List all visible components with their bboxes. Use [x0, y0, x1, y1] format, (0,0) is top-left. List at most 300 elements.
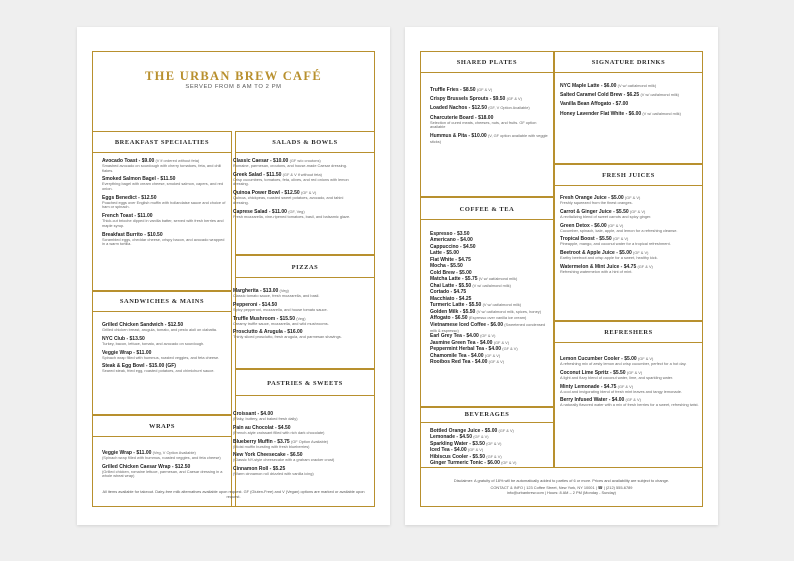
- item-name: Salted Caramel Cold Brew: [560, 92, 623, 99]
- item-note: (V w/ oat/almond milk): [478, 276, 518, 282]
- item-separator: -: [449, 289, 454, 296]
- divider: [420, 72, 554, 73]
- shared-title: SHARED PLATES: [456, 59, 518, 66]
- breakfast-title: BREAKFAST SPECIALTIES: [114, 139, 210, 146]
- item-note: (GF & V): [488, 359, 505, 365]
- item-price: $5.75: [465, 276, 478, 283]
- menu-item: [430, 302, 550, 308]
- item-note: (GF & V): [473, 434, 489, 440]
- menu-item: [430, 441, 550, 447]
- item-separator: -: [454, 295, 459, 302]
- menu-item: [430, 276, 550, 282]
- item-price: $15.00 (GF): [148, 363, 176, 370]
- menu-item: [430, 289, 550, 295]
- item-price: $8.50: [463, 87, 476, 93]
- item-name: Coconut Lime Spritz: [560, 369, 609, 376]
- menu-item: [102, 322, 226, 333]
- menu-page-1: [77, 27, 390, 525]
- item-price: $4.00: [460, 237, 473, 244]
- item-price: $16.00: [287, 329, 303, 336]
- item-separator: -: [622, 92, 627, 99]
- item-description: (Classic NY-style cheesecake with a graham cracker crust): [233, 457, 335, 463]
- menu-item: [430, 333, 550, 339]
- item-name: Lemon Cucumber Cooler: [560, 356, 620, 362]
- menu-item: [560, 195, 700, 206]
- refreshers-title: REFRESHERS: [604, 329, 653, 336]
- item-note: (GF & V): [480, 333, 496, 339]
- item-name: French Toast: [102, 213, 134, 220]
- page1-footer: All items available for takeout. Dairy-free milk alternatives available upon request. GF (Gluten-Free) and V (Vegan) options are marked or available upon request.: [102, 489, 365, 499]
- item-price: $6.00: [490, 321, 504, 328]
- item-separator: -: [599, 83, 604, 89]
- item-description: Scrambled eggs, cheddar cheese, crispy bacon, and avocado wrapped in a warm tortilla.: [102, 236, 225, 247]
- item-separator: -: [275, 315, 280, 322]
- menu-item: [102, 336, 226, 347]
- signature-title: SIGNATURE DRINKS: [591, 59, 666, 66]
- item-separator: -: [614, 250, 620, 257]
- menu-item: [560, 223, 700, 234]
- divider: [235, 152, 375, 153]
- item-price: $4.00: [454, 447, 467, 454]
- item-description: Classic tomato sauce, fresh mozzarella, and basil.: [233, 293, 320, 299]
- item-name: Berry Infused Water: [560, 397, 608, 404]
- item-price: $5.50: [458, 282, 472, 289]
- menu-item: [233, 439, 357, 450]
- item-price: $4.75: [623, 263, 637, 270]
- item-price: $5.50: [468, 302, 482, 309]
- item-price: $6.00: [628, 110, 642, 117]
- item-note: (GF & V): [624, 195, 641, 200]
- item-price: $7.00: [615, 101, 629, 108]
- item-separator: -: [486, 321, 491, 328]
- item-separator: -: [484, 346, 489, 353]
- item-note: (GF w/o croutons): [289, 158, 321, 163]
- menu-item: [430, 315, 550, 321]
- menu-page-2: [405, 27, 718, 525]
- menu-item: [430, 270, 550, 276]
- item-separator: -: [455, 434, 460, 441]
- salads-title: SALADS & BOWLS: [272, 139, 338, 146]
- menu-item: [430, 115, 550, 130]
- item-separator: -: [268, 158, 274, 164]
- item-description: Poached eggs over English muffin with hollandaise sauce and choice of ham or spinach.: [102, 199, 226, 210]
- menu-item: [430, 340, 550, 346]
- item-name: Vanilla Bean Affogato: [560, 101, 612, 108]
- menu-item: [102, 464, 226, 479]
- item-note: (GF & V): [493, 339, 510, 345]
- menu-item: [430, 434, 550, 440]
- item-description: Crisp cucumbers, tomatoes, feta, olives, and red onions with lemon dressing.: [233, 176, 349, 187]
- item-separator: -: [467, 105, 472, 112]
- item-note: (Veg): [279, 288, 289, 293]
- item-description: Romaine, parmesan, croutons, and house-made Caesar dressing.: [233, 163, 347, 169]
- item-note: (GF, Veg): [288, 208, 305, 214]
- item-price: $12.50: [167, 322, 184, 328]
- item-name: Chai Latte: [430, 282, 455, 289]
- item-name: Matcha Latte: [430, 276, 461, 283]
- pizzas-title: PIZZAS: [291, 264, 319, 271]
- menu-item: [560, 384, 700, 395]
- menu-item: [560, 397, 700, 408]
- item-price: $5.50: [599, 236, 612, 243]
- item-name: Veggie Wrap: [102, 349, 132, 356]
- item-separator: -: [272, 438, 278, 445]
- item-separator: -: [608, 369, 614, 376]
- item-description: Quinoa, chickpeas, roasted sweet potatoes, avocado, and tahini dressing.: [233, 195, 344, 205]
- menu-item: [560, 92, 700, 98]
- item-description: Seared steak, fried egg, roasted potatoes, and chimichurri sauce.: [102, 368, 215, 374]
- item-note: (V w/ oat/almond milk, spices, honey): [476, 308, 541, 314]
- item-separator: -: [466, 132, 472, 139]
- item-name: Quinoa Power Bowl: [233, 190, 280, 197]
- divider: [554, 185, 703, 186]
- item-price: $11.00: [136, 450, 152, 456]
- divider: [92, 152, 232, 153]
- item-note: (V w/ oat/almond milk): [642, 110, 681, 116]
- item-separator: -: [473, 114, 479, 121]
- item-name: New York Cheesecake: [233, 452, 286, 459]
- item-separator: -: [599, 383, 604, 390]
- item-price: $4.00: [466, 333, 479, 340]
- item-price: $4.00: [260, 411, 274, 417]
- item-name: Lemonade: [430, 434, 456, 441]
- item-price: $12.50: [175, 463, 191, 470]
- item-separator: -: [256, 411, 261, 417]
- item-name: Earl Grey Tea: [430, 333, 462, 340]
- item-note: (GF & V): [467, 447, 484, 453]
- item-description: Smashed avocado on sourdough with cherry tomatoes, feta, and chili flakes.: [102, 163, 222, 173]
- item-name: Pain au Chocolat: [233, 424, 274, 431]
- item-name: Smoked Salmon Bagel: [102, 176, 156, 183]
- item-description: A light and fizzy blend of coconut water, lime, and sparkling water.: [560, 374, 674, 380]
- item-note: (GF & V): [637, 356, 654, 361]
- menu-item: [102, 363, 226, 374]
- menu-item: [560, 111, 700, 117]
- item-price: $10.50: [147, 231, 163, 238]
- item-separator: -: [464, 302, 469, 309]
- item-note: (GF & V): [626, 369, 643, 375]
- item-price: $6.25: [626, 92, 640, 99]
- menu-item: [430, 263, 550, 269]
- item-separator: -: [594, 236, 600, 243]
- item-name: Mocha: [430, 263, 446, 270]
- item-note: (GF, V Option Available): [488, 105, 530, 111]
- item-separator: -: [619, 263, 624, 270]
- item-price: $4.50: [463, 243, 476, 250]
- item-price: $4.00: [488, 346, 502, 353]
- item-separator: -: [468, 453, 473, 460]
- item-price: $3.75: [277, 438, 290, 445]
- item-separator: -: [466, 352, 472, 359]
- item-note: (GF & V): [484, 352, 501, 358]
- menu-item: [430, 105, 550, 111]
- item-price: $14.50: [261, 301, 278, 308]
- item-separator: -: [257, 301, 262, 308]
- item-note: (GF & V): [629, 208, 646, 214]
- item-separator: -: [624, 110, 629, 117]
- item-description: Creamy truffle sauce, mozzarella, and wild mushrooms.: [233, 320, 329, 326]
- menu-item: [430, 257, 550, 263]
- item-separator: -: [449, 447, 455, 454]
- item-name: Greek Salad: [233, 171, 262, 178]
- item-price: $9.00: [141, 158, 155, 164]
- item-note: (V w/ oat/almond milk): [472, 282, 511, 288]
- item-price: $11.00: [137, 213, 153, 220]
- item-separator: -: [611, 101, 616, 108]
- item-separator: -: [131, 450, 137, 456]
- item-name: Eggs Benedict: [102, 194, 137, 201]
- item-name: Crispy Brussels Sprouts: [430, 96, 489, 103]
- item-name: Peppermint Herbal Tea: [430, 346, 485, 353]
- item-name: Caprese Salad: [233, 208, 268, 215]
- item-description: Spinach wrap filled with hummus, roasted veggies, and feta cheese.: [102, 354, 220, 360]
- item-separator: -: [282, 329, 288, 336]
- item-note: (Espresso over vanilla ice cream): [468, 315, 527, 321]
- item-note: (GF & V): [486, 453, 502, 459]
- item-name: Macchiato: [430, 295, 455, 302]
- item-name: Margherita: [233, 288, 259, 294]
- item-description: A revitalizing blend of sweet carrots and spicy ginger.: [560, 213, 652, 219]
- menu-item: [233, 190, 357, 205]
- item-name: Carrot & Ginger Juice: [560, 208, 612, 215]
- item-price: $5.50: [616, 208, 629, 215]
- item-separator: -: [482, 460, 488, 467]
- item-note: (V w/ oat/almond milk): [640, 92, 679, 98]
- item-name: Green Detox: [560, 222, 590, 229]
- beverages-title: BEVERAGES: [464, 411, 510, 418]
- menu-item: [560, 250, 700, 261]
- item-price: $15.50: [279, 315, 295, 322]
- divider: [92, 436, 232, 437]
- item-note: (Sweetened condensed milk & espresso): [430, 321, 546, 333]
- item-name: Pepperoni: [233, 301, 258, 308]
- menu-item: [560, 209, 700, 220]
- hours-info: info@urbanbrew.com | Hours: 8 AM – 2 PM (Monday - Sunday): [507, 490, 616, 495]
- menu-item: [102, 450, 226, 461]
- wraps-list: [102, 450, 226, 482]
- item-name: Cappuccino: [430, 243, 459, 250]
- menu-item: [102, 350, 226, 361]
- item-name: NYC Maple Latte: [560, 83, 600, 89]
- menu-item: [430, 353, 550, 359]
- item-name: Fresh Orange Juice: [560, 195, 607, 201]
- item-name: Blueberry Muffin: [233, 438, 273, 445]
- item-name: Honey Lavender Flat White: [560, 110, 625, 117]
- menu-item: [560, 83, 700, 89]
- disclaimer-text: Disclaimer: A gratuity of 18% will be automatically added to parties of 6 or more. Prices and availability are subject to change.: [453, 478, 670, 483]
- menu-item: [233, 209, 357, 220]
- item-description: (Grilled chicken, romaine lettuce, parmesan, and Caesar dressing in a whole wheat wrap): [102, 468, 223, 479]
- menu-item: [102, 213, 226, 228]
- item-separator: -: [267, 208, 272, 215]
- item-price: $4.75: [603, 383, 617, 390]
- item-separator: -: [488, 96, 493, 103]
- item-name: Cold Brew: [430, 269, 455, 276]
- menu-item: [560, 236, 700, 247]
- item-name: Watermelon & Mint Juice: [560, 263, 620, 270]
- item-price: $6.50: [290, 452, 303, 459]
- item-separator: -: [445, 263, 451, 270]
- item-note: (GF & V): [476, 87, 493, 92]
- divider: [420, 219, 554, 220]
- item-separator: -: [261, 171, 267, 178]
- menu-item: [430, 283, 550, 289]
- breakfast-list: [102, 158, 226, 250]
- divider: [92, 311, 232, 312]
- menu-item: [233, 425, 357, 436]
- item-name: Minty Lemonade: [560, 383, 600, 390]
- item-price: $4.75: [453, 289, 467, 296]
- item-separator: -: [273, 424, 279, 431]
- item-name: Tropical Boost: [560, 236, 595, 243]
- item-note: (GF & V): [625, 397, 641, 403]
- item-separator: -: [137, 158, 142, 164]
- item-separator: -: [454, 269, 460, 276]
- item-separator: -: [163, 322, 168, 328]
- item-name: Cortado: [430, 289, 450, 296]
- item-separator: -: [606, 195, 612, 201]
- item-price: $13.50: [129, 335, 145, 342]
- item-separator: -: [131, 349, 137, 356]
- item-name: Iced Tea: [430, 447, 450, 454]
- item-price: $3.50: [472, 440, 485, 447]
- item-name: Avocado Toast: [102, 158, 138, 164]
- divider: [235, 277, 375, 278]
- item-description: Cucumber, spinach, kale, apple, and lemon for a refreshing cleanse.: [560, 227, 678, 233]
- menu-item: [430, 309, 550, 315]
- page2-footer: [427, 478, 696, 495]
- item-name: Grilled Chicken Caesar Wrap: [102, 463, 171, 470]
- shared-list: [430, 87, 550, 147]
- item-name: Rooibos Red Tea: [430, 359, 471, 366]
- juices-list: [560, 195, 700, 278]
- item-price: $10.00: [471, 132, 487, 139]
- item-description: Selection of cured meats, cheeses, nuts, and fruits. GF option available: [430, 119, 537, 130]
- item-description: A naturally flavored water with a mix of fresh berries for a sweet, refreshing twist.: [560, 402, 699, 408]
- item-price: $4.50: [278, 424, 291, 431]
- item-description: (Warm cinnamon roll drizzled with vanilla icing): [233, 471, 314, 477]
- item-separator: -: [460, 276, 466, 283]
- item-price: $4.75: [458, 256, 471, 263]
- item-separator: -: [441, 250, 447, 257]
- item-name: Truffle Mushroom: [233, 315, 276, 322]
- item-name: Breakfast Burrito: [102, 231, 143, 238]
- item-price: $3.50: [456, 231, 470, 237]
- menu-item: [430, 322, 550, 333]
- item-description: Earthy beetroot and crisp apple for a sweet, healthy kick.: [560, 255, 658, 261]
- item-note: (GF & V if without feta): [282, 171, 322, 177]
- item-description: A refreshing mix of zesty lemon and crisp cucumber, perfect for a hot day.: [560, 361, 687, 367]
- divider: [235, 395, 375, 396]
- item-note: (V if ordered without feta): [155, 158, 200, 163]
- menu-item: [102, 195, 226, 210]
- menu-item: [430, 454, 550, 460]
- item-price: $4.00: [471, 352, 484, 359]
- item-name: Prosciutto & Arugula: [233, 329, 283, 336]
- pizzas-list: [233, 288, 357, 343]
- menu-item: [102, 158, 226, 173]
- item-price: $5.00: [619, 250, 632, 257]
- item-description: Refreshing watermelon with a hint of mint.: [560, 269, 633, 274]
- pastries-title: PASTRIES & SWEETS: [267, 380, 343, 387]
- item-description: (Flaky, buttery, and baked fresh daily): [233, 416, 298, 422]
- menu-item: [430, 250, 550, 256]
- item-price: $6.50: [455, 315, 468, 322]
- item-price: $5.50: [450, 263, 463, 270]
- pastries-list: [233, 411, 357, 480]
- item-price: $6.00: [487, 460, 500, 467]
- item-description: Pineapple, mango, and coconut water for a tropical refreshment.: [560, 241, 671, 247]
- divider: [554, 342, 703, 343]
- sandwiches-list: [102, 322, 226, 377]
- item-separator: -: [467, 440, 473, 447]
- item-note: (V w/ oat/almond milk): [482, 302, 522, 308]
- menu-item: [430, 96, 550, 102]
- menu-item: [430, 460, 550, 466]
- item-separator: -: [285, 452, 291, 459]
- menu-item: [430, 346, 550, 352]
- item-note: (GF & V): [607, 222, 624, 228]
- menu-item: [102, 176, 226, 191]
- item-price: $5.50: [462, 308, 476, 315]
- item-price: $6.00: [603, 83, 617, 89]
- menu-item: [233, 316, 357, 327]
- item-separator: -: [461, 333, 467, 340]
- item-description: Thick-cut brioche dipped in vanilla batter, served with fresh berries and maple syrup.: [102, 218, 224, 228]
- item-price: $4.00: [611, 397, 625, 404]
- item-separator: -: [458, 308, 463, 315]
- item-description: (Spinach wrap filled with hummus, roasted veggies, and feta cheese): [102, 455, 221, 461]
- item-description: Turkey, bacon, lettuce, tomato, and avocado on sourdough.: [102, 340, 205, 346]
- item-price: $5.00: [446, 250, 459, 257]
- beverages-list: [430, 428, 550, 467]
- menu-item: [560, 101, 700, 107]
- item-separator: -: [454, 282, 459, 289]
- item-price: $13.00: [263, 288, 279, 294]
- item-separator: -: [458, 87, 464, 93]
- item-separator: -: [452, 231, 457, 237]
- item-price: $12.50: [471, 105, 487, 112]
- item-separator: -: [611, 208, 617, 215]
- served-hours: SERVED FROM 8 AM TO 2 PM: [185, 84, 282, 90]
- item-note: (GF & V): [637, 263, 653, 269]
- menu-item: [233, 329, 357, 340]
- menu-item: [430, 244, 550, 250]
- menu-item: [560, 264, 700, 275]
- menu-item: [430, 359, 550, 365]
- item-name: Latte: [430, 250, 442, 257]
- item-name: Steak & Egg Bowl: [102, 363, 145, 370]
- item-separator: -: [589, 222, 595, 229]
- item-separator: -: [619, 356, 625, 362]
- item-price: $5.00: [624, 356, 637, 362]
- item-price: $4.00: [479, 339, 493, 346]
- item-description: Freshly squeezed from the finest oranges.: [560, 200, 633, 206]
- item-separator: -: [475, 339, 480, 346]
- item-price: $5.00: [611, 195, 624, 201]
- item-separator: -: [450, 315, 456, 322]
- item-separator: -: [279, 190, 285, 197]
- item-separator: -: [125, 335, 130, 342]
- item-note: (GF & V): [502, 346, 518, 352]
- item-note: (GF & V): [617, 383, 634, 389]
- menu-item: [430, 447, 550, 453]
- item-note: (GF & V): [498, 428, 514, 433]
- item-separator: -: [453, 256, 459, 263]
- item-name: Americano: [430, 237, 456, 244]
- item-name: Vietnamese Iced Coffee: [430, 321, 487, 328]
- item-name: Jasmine Green Tea: [430, 339, 476, 346]
